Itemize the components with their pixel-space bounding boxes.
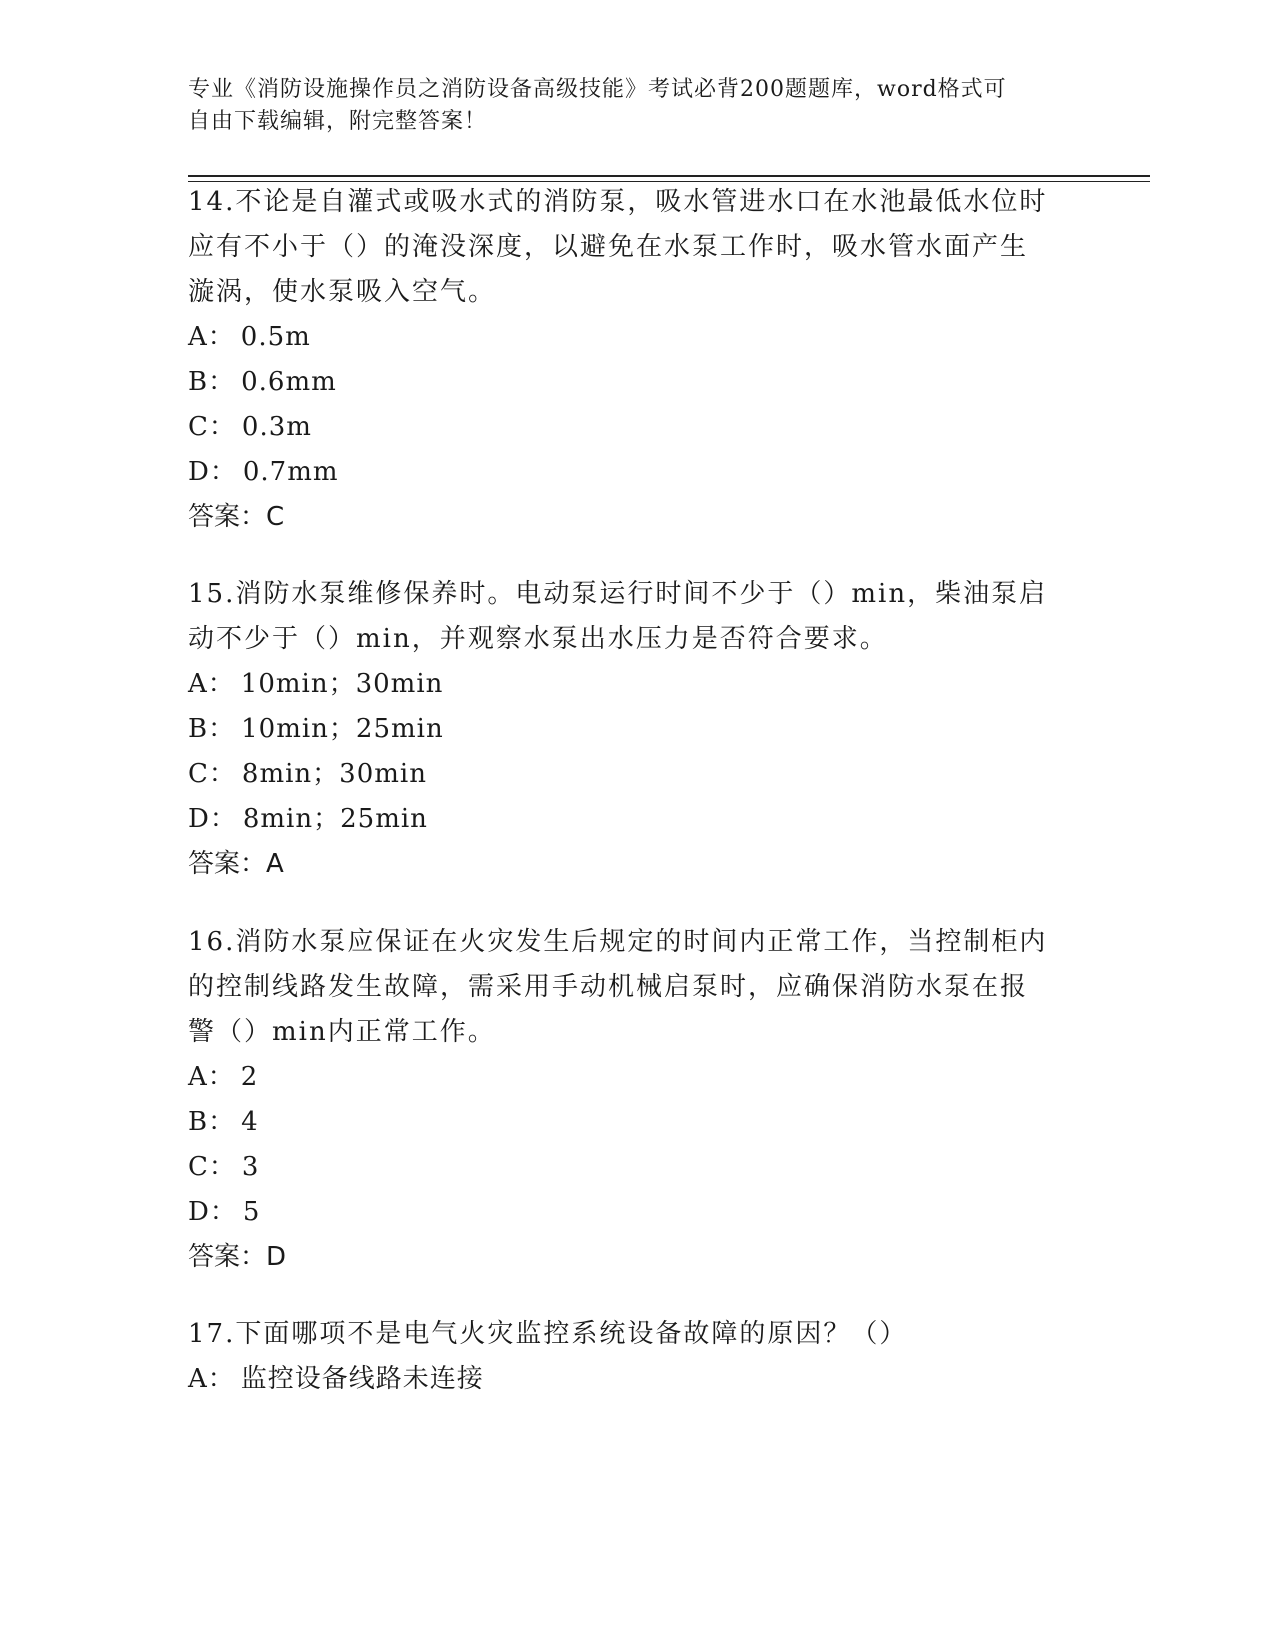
question-stem-line: 的控制线路发生故障，需采用手动机械启泵时，应确保消防水泵在报 [188, 972, 1029, 1002]
question-stem-line: 警（）min内正常工作。 [188, 1017, 496, 1047]
question-stem-line: 15.消防水泵维修保养时。电动泵运行时间不少于（）min，柴油泵启 [188, 579, 1048, 609]
option-letter: A： [188, 669, 235, 699]
option-c [188, 1145, 1088, 1190]
option-letter: C： [188, 412, 236, 442]
option-text: 0.7mm [242, 457, 339, 487]
question-17 [188, 1312, 1088, 1402]
option-a [188, 1055, 1088, 1100]
question-stem-line: 动不少于（）min，并观察水泵出水压力是否符合要求。 [188, 624, 888, 654]
option-letter: A： [188, 1364, 235, 1394]
option-text: 0.6mm [241, 367, 337, 397]
option-a [188, 662, 1088, 707]
option-d [188, 450, 1088, 495]
option-letter: A： [188, 1062, 235, 1092]
option-d [188, 797, 1088, 842]
answer-line: 答案：D [188, 1242, 287, 1272]
header-line-1: 专业《消防设施操作员之消防设备高级技能》考试必背200题题库，word格式可 [188, 77, 1007, 102]
option-letter: C： [188, 1152, 236, 1182]
question-stem-line: 14.不论是自灌式或吸水式的消防泵，吸水管进水口在水池最低水位时 [188, 187, 1048, 217]
option-text: 0.5m [240, 322, 311, 352]
option-letter: B： [188, 367, 236, 397]
option-text: 8min；30min [241, 759, 427, 789]
option-text: 8min；25min [242, 804, 428, 834]
option-letter: B： [188, 714, 236, 744]
option-c [188, 752, 1088, 797]
answer-line: 答案：A [188, 849, 284, 879]
option-letter: D： [188, 1197, 237, 1227]
question-16 [188, 920, 1088, 1280]
option-letter: B： [188, 1107, 236, 1137]
option-b [188, 1100, 1088, 1145]
option-text: 监控设备线路未连接 [240, 1364, 484, 1394]
document-header [188, 74, 1068, 138]
header-divider-thick [188, 175, 1150, 177]
option-text: 3 [241, 1152, 260, 1182]
option-letter: D： [188, 804, 237, 834]
answer-line: 答案：C [188, 502, 285, 532]
option-text: 10min；30min [240, 669, 444, 699]
question-stem-line: 应有不小于（）的淹没深度，以避免在水泵工作时，吸水管水面产生 [188, 232, 1029, 262]
header-line-2: 自由下载编辑，附完整答案！ [188, 109, 488, 134]
option-text: 2 [240, 1062, 259, 1092]
option-text: 0.3m [241, 412, 312, 442]
question-stem-line: 16.消防水泵应保证在火灾发生后规定的时间内正常工作，当控制柜内 [188, 927, 1048, 957]
option-letter: D： [188, 457, 237, 487]
option-text: 10min；25min [241, 714, 444, 744]
option-letter: C： [188, 759, 236, 789]
option-a [188, 315, 1088, 360]
question-15 [188, 572, 1088, 887]
option-letter: A： [188, 322, 235, 352]
option-c [188, 405, 1088, 450]
option-b [188, 707, 1088, 752]
option-text: 4 [241, 1107, 259, 1137]
question-stem-line: 漩涡，使水泵吸入空气。 [188, 277, 497, 307]
option-text: 5 [242, 1197, 261, 1227]
option-d [188, 1190, 1088, 1235]
question-14 [188, 180, 1088, 540]
option-a [188, 1357, 1088, 1402]
option-b [188, 360, 1088, 405]
question-stem-line: 17.下面哪项不是电气火灾监控系统设备故障的原因？（） [188, 1319, 908, 1349]
